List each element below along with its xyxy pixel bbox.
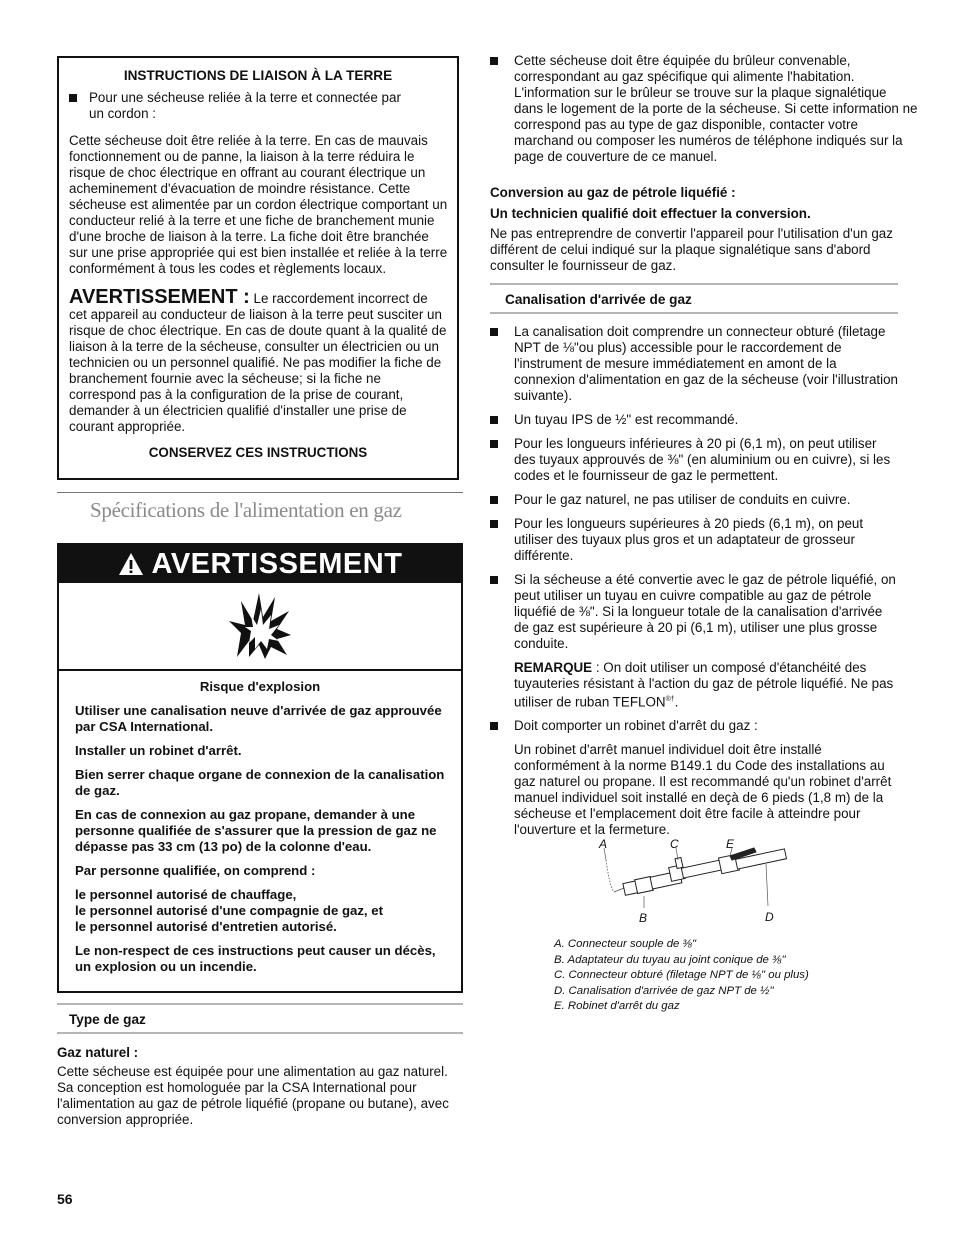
page-number: 56 xyxy=(57,1191,73,1207)
diagram-legend xyxy=(554,937,894,1015)
bullet-square-icon xyxy=(490,328,498,336)
caption-item: B. Adaptateur du tuyau au joint conique de ⅜" xyxy=(554,953,786,966)
remark-end: . xyxy=(674,694,679,710)
bullet-square-icon xyxy=(490,496,498,504)
caption-item: E. Robinet d'arrêt du gaz xyxy=(554,1000,680,1013)
list-item xyxy=(490,718,898,734)
save-instructions: CONSERVEZ CES INSTRUCTIONS xyxy=(148,445,368,460)
bullet-square-icon xyxy=(69,94,77,102)
list-item-text: Si la sécheuse a été convertie avec le gaz de pétrole liquéfié, on peut utiliser un tuyau en cuivre compatible au gaz de pétrole liquéfié de ⅜". Si la longueur totale de la canalisation d'arrivée de gaz est supérieure à 20 pi (6,1 m), utiliser une plus grosse conduite. xyxy=(514,572,896,651)
valve-text: Un robinet d'arrêt manuel individuel doit être installé conformément à la norme B149.1 du Code des installations au gaz naturel ou propane. Il est recommandé qu'un robinet d'arrêt manuel individuel soit installé en deçà de 6 pieds (1,8 m) de la sécheuse et l'emplacement doit être facile à atteindre pour l'ouverture et la fermeture. xyxy=(514,742,892,838)
list-item xyxy=(490,492,898,508)
diagram-letter: B xyxy=(639,911,648,925)
warning-line: Installer un robinet d'arrêt. xyxy=(75,743,242,758)
natural-gas-text: Cette sécheuse est équipée pour une alimentation au gaz naturel. Sa conception est homologuée par la CSA International pour l'alimentation au gaz de pétrole liquéfié (propane ou butane), avec conversion appropriée. xyxy=(57,1064,449,1127)
bullet-square-icon xyxy=(490,520,498,528)
burner-text: Cette sécheuse doit être équipée du brûleur convenable, correspondant au gaz spécifique qui alimente l'habitation. L'information sur le brûleur se trouve sur la plaque signalétique dans le logement de la porte de la sécheuse. Si cette information ne correspond pas au type de gaz disponible, contacter votre marchand ou composer les numéros de téléphone indiqués sur la page de couverture de ce manuel. xyxy=(514,53,918,164)
explosion-warning-box xyxy=(57,543,463,993)
trademark-mark: ®† xyxy=(665,696,675,703)
remark xyxy=(490,660,898,710)
pipe-diagram-drawing xyxy=(596,834,806,929)
warning-line: En cas de connexion au gaz propane, demander à une personne qualifiée de s'assurer que la pression de gaz ne dépasse pas 33 cm (13 po) de la colonne d'eau. xyxy=(75,807,437,854)
warning-header-text: AVERTISSEMENT xyxy=(151,548,403,580)
supply-line-heading xyxy=(490,283,898,314)
list-item-text: Pour les longueurs supérieures à 20 pieds (6,1 m), on peut utiliser des tuyaux plus gros et un adaptateur de grosseur différente. xyxy=(514,516,864,563)
explosion-icon xyxy=(227,591,293,661)
supply-bullets xyxy=(490,324,898,838)
gas-type-heading-text: Type de gaz xyxy=(69,1012,146,1027)
bullet-square-icon xyxy=(490,416,498,424)
bullet-square-icon xyxy=(490,440,498,448)
section-divider xyxy=(57,492,463,493)
caption-item: A. Connecteur souple de ⅜" xyxy=(554,938,697,950)
list-item xyxy=(490,324,898,404)
list-item xyxy=(490,412,898,428)
list-item-text: Pour les longueurs inférieures à 20 pi (6,1 m), on peut utiliser des tuyaux approuvés de ⅜" (en aluminium ou en cuivre), si les codes et le fournisseur de gaz le permettent. xyxy=(514,436,891,483)
diagram-letter: A xyxy=(599,837,608,851)
lp-conversion-label: Conversion au gaz de pétrole liquéfié : xyxy=(490,185,736,200)
grounding-bullet xyxy=(59,90,419,122)
list-item-text: Un tuyau IPS de ½" est recommandé. xyxy=(514,412,739,427)
remark-label: REMARQUE xyxy=(514,660,593,675)
caption-item: D. Canalisation d'arrivée de gaz NPT de ½" xyxy=(554,984,774,997)
warning-risk: Risque d'explosion xyxy=(199,679,321,694)
remark-text: : On doit utiliser un composé d'étanchéité des tuyauteries résistant à l'action du gaz de pétrole liquéfié. Ne pas utiliser de ruban TEFLON xyxy=(514,660,894,710)
warning-line: Utiliser une canalisation neuve d'arrivée de gaz approuvée par CSA International. xyxy=(75,703,442,734)
lp-text: Ne pas entreprendre de convertir l'appareil pour l'utilisation d'un gaz différent de celui indiqué sur la plaque signalétique sans d'abord consulter le fournisseur de gaz. xyxy=(490,226,893,273)
list-item xyxy=(490,516,898,564)
burner-bullet xyxy=(490,53,919,165)
natural-gas-label: Gaz naturel : xyxy=(57,1045,139,1060)
warning-line: Bien serrer chaque organe de connexion de la canalisation de gaz. xyxy=(75,767,445,798)
list-item-text: La canalisation doit comprendre un connecteur obturé (filetage NPT de ⅛"ou plus) accessible pour le raccordement de l'instrument de mesure immédiatement en amont de la connexion d'alimentation en gaz de la sécheuse (voir l'illustration suivante). xyxy=(514,324,898,403)
warning-line: Le non-respect de ces instructions peut causer un décès, un explosion ou un incendie. xyxy=(75,943,436,974)
warning-line: le personnel autorisé de chauffage, xyxy=(75,887,297,902)
list-item-text: Doit comporter un robinet d'arrêt du gaz : xyxy=(514,718,758,734)
diagram-letter: E xyxy=(726,837,735,851)
pipe-diagram xyxy=(596,834,806,929)
diagram-letter: C xyxy=(670,837,679,851)
warning-line: le personnel autorisé d'entretien autorisé. xyxy=(75,919,337,934)
gas-type-heading xyxy=(57,1003,463,1034)
grounding-bullet-text: Pour une sécheuse reliée à la terre et connectée par un cordon : xyxy=(89,90,401,121)
grounding-instructions-box xyxy=(57,56,459,480)
warning-body xyxy=(59,671,461,975)
lp-technician: Un technicien qualifié doit effectuer la conversion. xyxy=(490,206,811,221)
grounding-warning-label: AVERTISSEMENT : xyxy=(69,286,250,308)
warning-picture xyxy=(59,583,461,671)
list-item xyxy=(490,572,898,652)
list-item xyxy=(490,436,898,484)
warning-line: le personnel autorisé d'une compagnie de gaz, et xyxy=(75,903,383,918)
bullet-square-icon xyxy=(490,576,498,584)
grounding-paragraph: Cette sécheuse doit être reliée à la terre. En cas de mauvais fonctionnement ou de panne, la liaison à la terre réduira le risque de choc électrique en offrant au courant électrique un acheminement d'évacuation de moindre résistance. Cette sécheuse est alimentée par un cordon électrique comportant un conducteur relié à la terre et une fiche de branchement munie d'une broche de liaison à la terre. La fiche doit être branchée sur une prise appropriée qui est bien installée et reliée à la terre conformément à tous les codes et règlements locaux. xyxy=(69,133,448,276)
grounding-title: INSTRUCTIONS DE LIAISON À LA TERRE xyxy=(123,68,393,83)
bullet-square-icon xyxy=(490,722,498,730)
diagram-letter: D xyxy=(765,910,774,924)
grounding-warning-text: Le raccordement incorrect de cet appareil au conducteur de liaison à la terre peut susciter un risque de choc électrique. En cas de doute quant à la qualité de liaison à la terre de la sécheuse, consulter un électricien ou un technicien ou un personnel qualifié. Ne pas modifier la fiche de branchement fournie avec la sécheuse; si la fiche ne correspond pas à la configuration de la prise de courant, demander à un électricien qualifié d'installer une prise de courant appropriée. xyxy=(69,291,447,434)
grounding-warning xyxy=(69,287,449,435)
supply-line-heading-text: Canalisation d'arrivée de gaz xyxy=(505,292,692,307)
warning-triangle-icon xyxy=(118,552,144,576)
warning-header xyxy=(59,545,461,583)
bullet-square-icon xyxy=(490,57,498,65)
section-title: Spécifications de l'alimentation en gaz xyxy=(90,498,402,522)
list-item-text: Pour le gaz naturel, ne pas utiliser de conduits en cuivre. xyxy=(514,492,851,507)
caption-item: C. Connecteur obturé (filetage NPT de ⅛" ou plus) xyxy=(554,969,809,982)
warning-line: Par personne qualifiée, on comprend : xyxy=(75,863,316,878)
